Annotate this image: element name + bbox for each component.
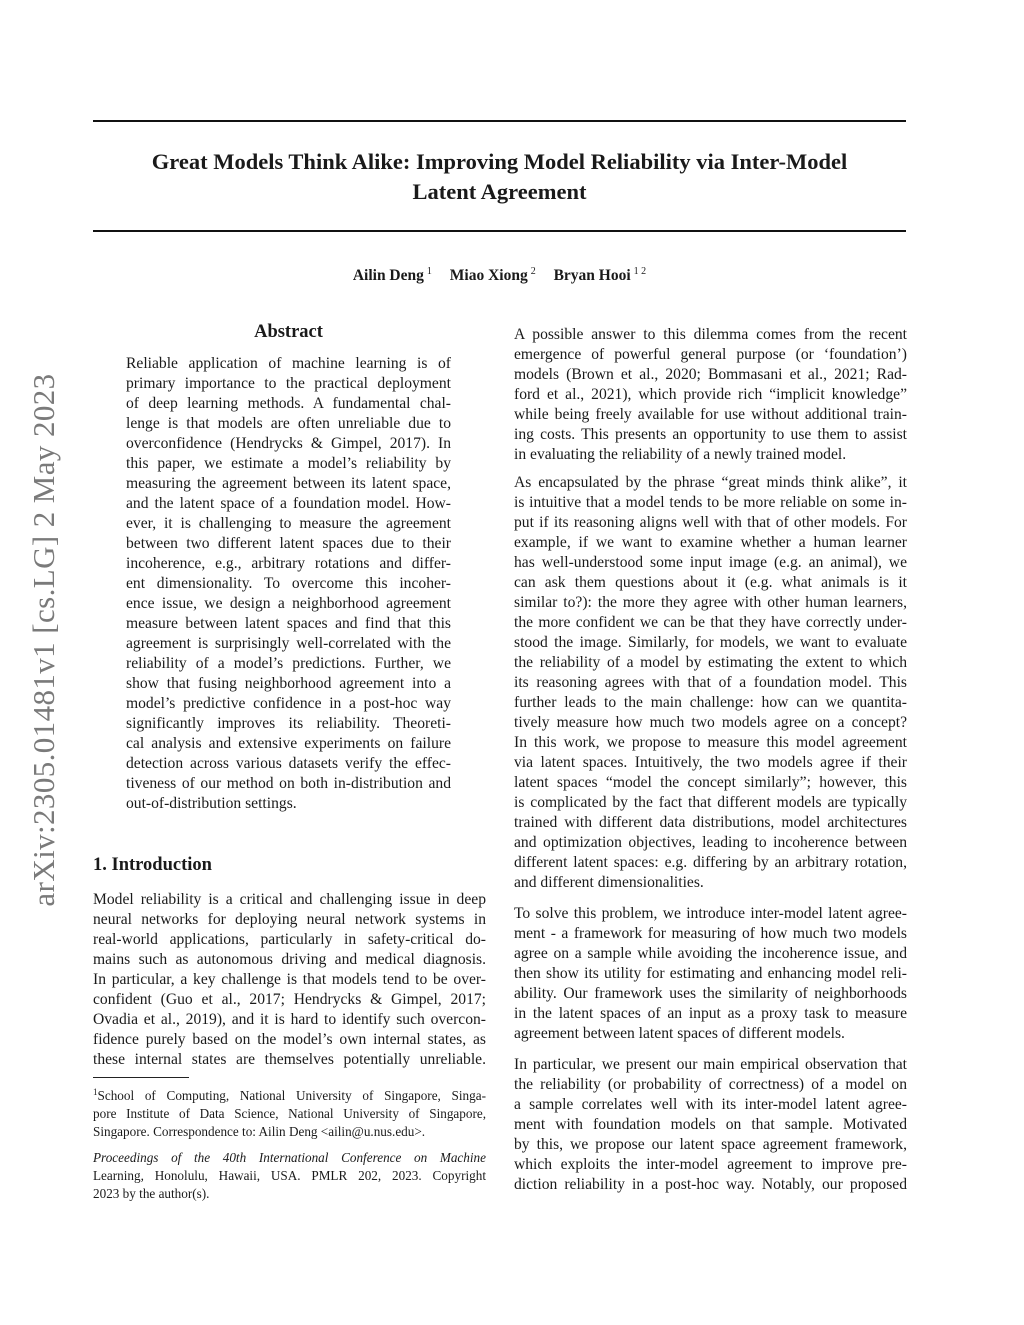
abstract-line: ent dimensionality. To overcome this incoher- — [126, 575, 451, 592]
body-line: In this work, we propose to measure this model agreement — [514, 734, 907, 751]
body-line: which exploits the inter-model agreement to improve pre- — [514, 1156, 907, 1173]
footnote-rule — [93, 1077, 189, 1078]
abstract-line: this paper, we estimate a model’s reliability by — [126, 455, 451, 472]
body-line: tively measure how much two models agree on a concept? — [514, 714, 907, 731]
body-line: similar to?): the more they agree with other human learners, — [514, 594, 907, 611]
body-line: To solve this problem, we introduce inter-model latent agree- — [514, 905, 907, 922]
section-heading-introduction: 1. Introduction — [93, 855, 212, 875]
author: Miao Xiong $^2$ — [449, 266, 536, 284]
footnote-line: pore Institute of Data Science, National University of Singapore, — [93, 1106, 486, 1121]
abstract-line: Reliable application of machine learning is of — [126, 355, 451, 372]
body-line: latent spaces “model the concept similarly”; however, this — [514, 774, 907, 791]
abstract-line: ence issue, we design a neighborhood agreement — [126, 595, 451, 612]
introduction-body — [93, 890, 486, 1070]
body-line: example, if we want to examine whether a human learner — [514, 534, 907, 551]
footnote-line: Singapore. Correspondence to: Ailin Deng <ailin@u.nus.edu>. — [93, 1124, 426, 1139]
body-line: In particular, we present our main empirical observation that — [514, 1056, 907, 1073]
abstract-line: measure between latent spaces and find that this — [126, 615, 451, 632]
body-line: the reliability of a model by estimating the extent to which — [514, 654, 907, 671]
right-column-paragraph-2 — [514, 473, 907, 893]
body-line: can ask them questions about it (e.g. what animals is it — [514, 574, 907, 591]
body-line: is intuitive that a model tends to be more reliable on some in- — [514, 494, 907, 511]
intro-line: In particular, a key challenge is that models tend to be over- — [93, 971, 486, 988]
body-line: ability. Our framework uses the similarity of neighborhoods — [514, 985, 907, 1002]
intro-line: mains such as autonomous driving and medical diagnosis. — [93, 951, 486, 968]
body-line: emergence of powerful general purpose (or ‘foundation’) — [514, 346, 907, 363]
abstract-line: lenge is that models are often unreliable due to — [126, 415, 451, 432]
body-line: while being freely available for use without additional train- — [514, 406, 907, 423]
abstract-line: model’s predictive confidence in a post-hoc way — [126, 695, 451, 712]
body-line: A possible answer to this dilemma comes from the recent — [514, 326, 907, 343]
body-line: then show its utility for estimating and enhancing model reli- — [514, 965, 907, 982]
proceedings-line: Proceedings of the 40th International Conference on Machine — [93, 1150, 486, 1165]
abstract-line: between two different latent spaces due to their — [126, 535, 451, 552]
abstract-line: measuring the agreement between its latent space, — [126, 475, 451, 492]
body-line: the more confident we can be that they have correctly under- — [514, 614, 907, 631]
arxiv-identifier: arXiv:2305.01481v1 [cs.LG] 2 May 2023 — [26, 373, 61, 907]
abstract-line: reliability of a model’s predictions. Further, we — [126, 655, 451, 672]
body-line: by this, we propose our latent space agreement framework, — [514, 1136, 907, 1153]
abstract-line: show that fusing neighborhood agreement into a — [126, 675, 451, 692]
title-line-1: Great Models Think Alike: Improving Model Reliability via Inter-Model — [151, 149, 848, 174]
body-line: stood the image. Similarly, for models, we want to evaluate — [514, 634, 907, 651]
author: Ailin Deng $^1$ — [352, 266, 432, 284]
body-line: in evaluating the reliability of a newly trained model. — [514, 446, 847, 463]
body-line: As encapsulated by the phrase “great minds think alike”, it — [514, 474, 907, 491]
abstract-line: tiveness of our method on both in-distribution and — [126, 775, 451, 792]
body-line: and optimization objectives, leading to incoherence between — [514, 834, 907, 851]
right-column-paragraph-1 — [514, 325, 907, 465]
abstract-line: incoherence, e.g., arbitrary rotations and differ- — [126, 555, 451, 572]
title-bottom-rule — [93, 230, 906, 232]
body-line: is complicated by the fact that different models are typically — [514, 794, 907, 811]
body-line: diction reliability in a post-hoc way. Notably, our proposed — [514, 1176, 907, 1193]
body-line: a sample correlates well with its inter-model latent agree- — [514, 1096, 907, 1113]
body-line: ment with foundation models on that sample. Motivated — [514, 1116, 907, 1133]
body-line: its reasoning agrees with that of a foundation model. This — [514, 674, 907, 691]
proceedings-line: Learning, Honolulu, Hawaii, USA. PMLR 202, 2023. Copyright — [93, 1168, 486, 1183]
affiliation-footnote — [93, 1083, 486, 1141]
body-line: ford et al., 2021), which provide rich “implicit knowledge” — [514, 386, 907, 403]
body-line: ment - a framework for measuring of how much two models — [514, 925, 907, 942]
body-line: put if its reasoning aligns well with that of other models. For — [514, 514, 907, 531]
footnote-line: $^1$School of Computing, National University of Singapore, Singa- — [93, 1087, 486, 1103]
right-column-paragraph-3 — [514, 904, 907, 1044]
right-column-paragraph-4 — [514, 1055, 907, 1195]
intro-line: fidence purely based on the model’s own internal states, as — [93, 1031, 486, 1048]
body-line: ing costs. This presents an opportunity to use them to assist — [514, 426, 907, 443]
body-line: models (Brown et al., 2020; Bommasani et al., 2021; Rad- — [514, 366, 907, 383]
body-line: the reliability (or probability of correctness) of a model on — [514, 1076, 907, 1093]
body-line: agreement between latent spaces of different models. — [514, 1025, 845, 1042]
intro-line: Ovadia et al., 2019), and it is hard to identify such overcon- — [93, 1011, 486, 1028]
proceedings-line: 2023 by the author(s). — [93, 1186, 210, 1201]
title-top-rule — [93, 120, 906, 122]
intro-line: confident (Guo et al., 2017; Hendrycks & Gimpel, 2017; — [93, 991, 486, 1008]
intro-line: Model reliability is a critical and challenging issue in deep — [93, 891, 486, 908]
abstract-line: agreement is surprisingly well-correlated with the — [126, 635, 451, 652]
body-line: further leads to the main challenge: how can we quantita- — [514, 694, 907, 711]
title-line-2: Latent Agreement — [412, 179, 587, 204]
abstract-line: out-of-distribution settings. — [126, 795, 297, 812]
abstract-line: ever, it is challenging to measure the agreement — [126, 515, 451, 532]
body-line: and different dimensionalities. — [514, 874, 704, 891]
body-line: has well-understood some input image (e.g. an animal), we — [514, 554, 907, 571]
abstract-line: and the latent space of a foundation model. How- — [126, 495, 451, 512]
body-line: different latent spaces: e.g. differing by an arbitrary rotation, — [514, 854, 907, 871]
abstract-line: overconfidence (Hendrycks & Gimpel, 2017). In — [126, 435, 451, 452]
body-line: in the latent spaces of an input as a proxy task to measure — [514, 1005, 907, 1022]
intro-line: these internal states are themselves potentially unreliable. — [93, 1051, 486, 1068]
abstract-line: of deep learning methods. A fundamental chal- — [126, 395, 451, 412]
abstract-line: significantly improves its reliability. Theoreti- — [126, 715, 451, 732]
paper-title — [93, 147, 906, 207]
abstract-heading: Abstract — [254, 322, 323, 342]
intro-line: real-world applications, particularly in safety-critical do- — [93, 931, 486, 948]
abstract-line: cal analysis and extensive experiments on failure — [126, 735, 451, 752]
author: Bryan Hooi $^{1 2}$ — [553, 266, 647, 284]
body-line: trained with different data distributions, model architectures — [514, 814, 907, 831]
abstract-line: primary importance to the practical deployment — [126, 375, 451, 392]
body-line: agree on a sample while avoiding the incoherence issue, and — [514, 945, 907, 962]
proceedings-note — [93, 1149, 486, 1203]
abstract-body — [126, 354, 451, 814]
body-line: via latent spaces. Intuitively, the two models agree if their — [514, 754, 907, 771]
author-list — [93, 266, 906, 285]
intro-line: neural networks for deploying neural network systems in — [93, 911, 486, 928]
abstract-line: detection across various datasets verify the effec- — [126, 755, 451, 772]
